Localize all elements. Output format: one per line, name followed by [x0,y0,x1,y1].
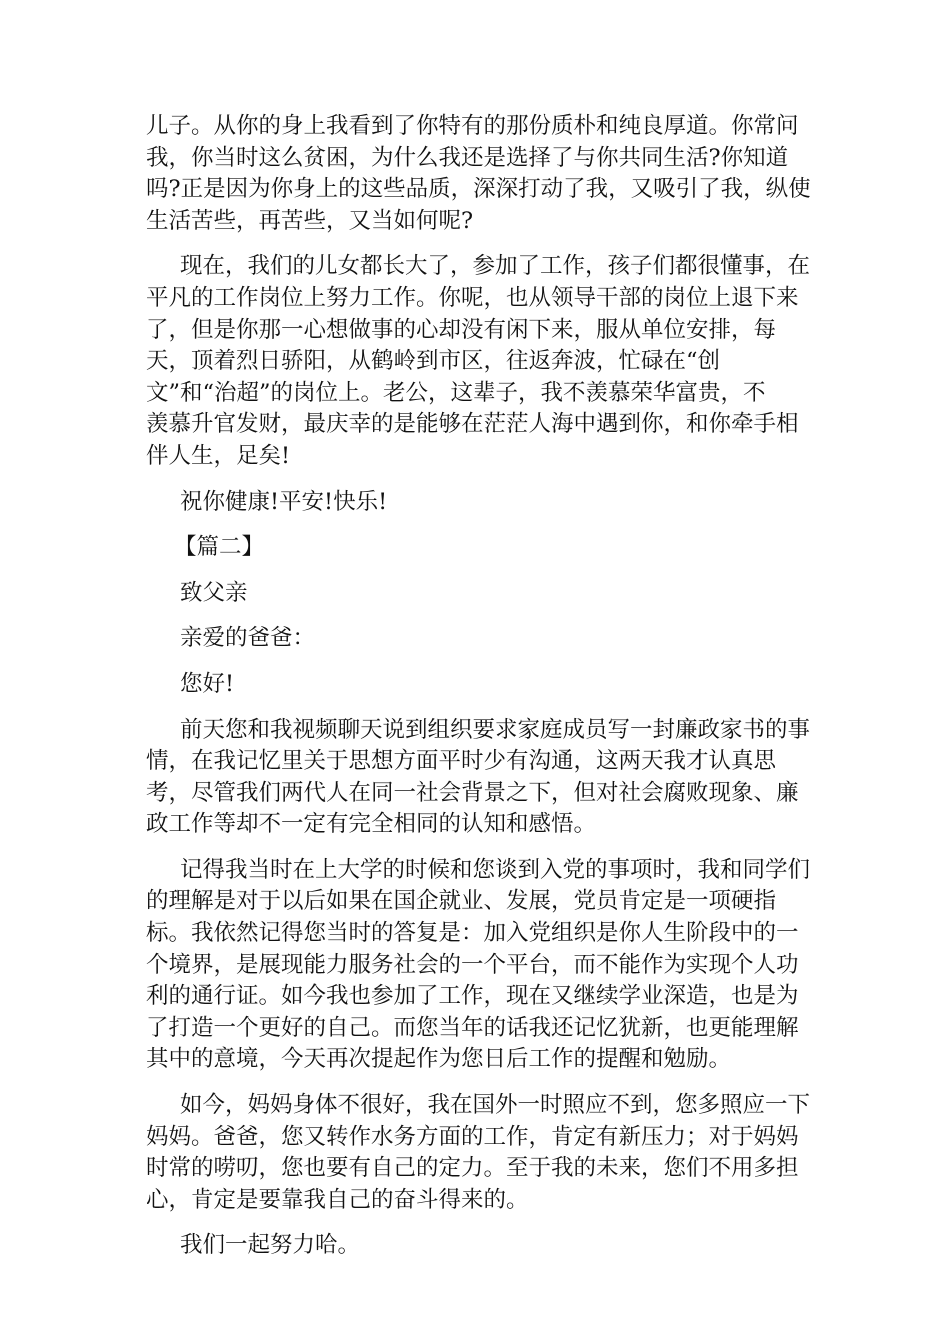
paragraph-4 [146,855,811,1076]
closing-line: 我们一起努力哈。 [180,1232,361,1259]
salutation: 亲爱的爸爸： [180,625,316,652]
text-line: 生活苦些，再苦些，又当如何呢? [146,207,474,234]
text-line: 平凡的工作岗位上努力工作。你呢，也从领导干部的岗位上退下来 [146,284,799,311]
text-line: 伴人生，足矣! [146,442,291,469]
text-line: 现在，我们的儿女都长大了，参加了工作，孩子们都很懂事，在 [180,253,811,280]
text-line: 羡慕升官发财，最庆幸的是能够在茫茫人海中遇到你，和你牵手相 [146,411,799,438]
paragraph-2 [146,251,811,472]
text-line: 个境界，是展现能力服务社会的一个平台，而不能作为实现个人功 [146,951,799,978]
text-line: 记得我当时在上大学的时候和您谈到入党的事项时，我和同学们 [180,856,811,883]
text-line: 儿子。从你的身上我看到了你特有的那份质朴和纯良厚道。你常问 [146,113,799,139]
text-line: 如今，妈妈身体不很好，我在国外一时照应不到，您多照应一下 [180,1092,811,1119]
text-line: 其中的意境，今天再次提起作为您日后工作的提醒和勉励。 [146,1046,732,1073]
greeting: 您好! [180,670,235,697]
text-line: 前天您和我视频聊天说到组织要求家庭成员写一封廉政家书的事 [180,716,811,743]
text-line: 心，肯定是要靠我自己的奋斗得来的。 [146,1186,529,1213]
text-line: 标。我依然记得您当时的答复是：加入党组织是你人生阶段中的一 [146,920,799,947]
text-line: 利的通行证。如今我也参加了工作，现在又继续学业深造，也是为 [146,983,799,1010]
text-line: 时常的唠叨，您也要有自己的定力。至于我的未来，您们不用多担 [146,1155,799,1182]
paragraph-5 [146,1090,811,1216]
text-line: 情，在我记忆里关于思想方面平时少有沟通，这两天我才认真思 [146,748,777,775]
text-line: 天，顶着烈日骄阳，从鹤岭到市区，往返奔波，忙碌在“创 [146,348,721,375]
wish-line: 祝你健康!平安!快乐! [180,488,388,515]
letter-title: 致父亲 [180,579,248,606]
text-line: 考，尽管我们两代人在同一社会背景之下，但对社会腐败现象、廉 [146,779,799,806]
text-line: 了，但是你那一心想做事的心却没有闲下来，服从单位安排，每 [146,316,777,343]
document-body [146,111,811,1276]
text-line: 吗?正是因为你身上的这些品质，深深打动了我，又吸引了我，纵使 [146,176,811,203]
text-line: 妈妈。爸爸，您又转作水务方面的工作，肯定有新压力；对于妈妈 [146,1123,799,1150]
text-line: 政工作等却不一定有完全相同的认知和感悟。 [146,811,597,838]
text-line: 文”和“治超”的岗位上。老公，这辈子，我不羡慕荣华富贵，不 [146,379,766,406]
paragraph-3 [146,715,811,841]
paragraph-1 [146,111,811,237]
text-line: 了打造一个更好的自己。而您当年的话我还记忆犹新，也更能理解 [146,1014,799,1041]
section-heading: 【篇二】 [174,534,265,561]
text-line: 我，你当时这么贫困，为什么我还是选择了与你共同生活?你知道 [146,144,789,171]
text-line: 的理解是对于以后如果在国企就业、发展，党员肯定是一项硬指 [146,888,777,915]
